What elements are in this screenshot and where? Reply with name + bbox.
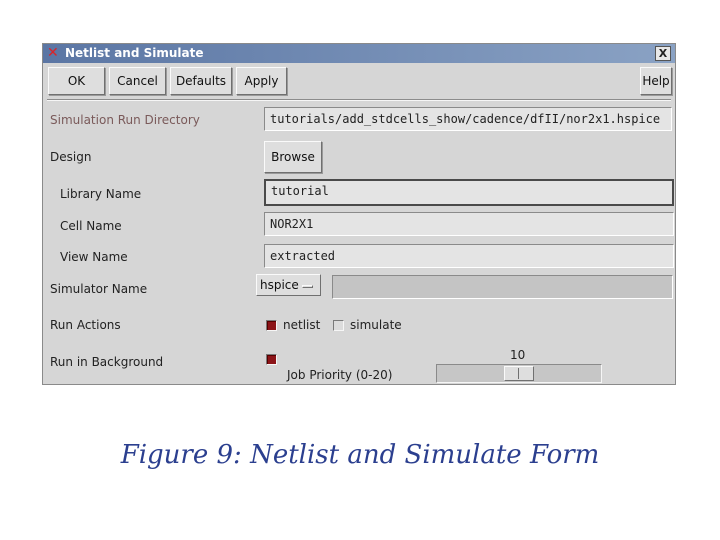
library-name-label: Library Name <box>60 187 142 201</box>
toolbar-separator <box>47 99 671 101</box>
job-priority-slider-handle[interactable] <box>504 366 534 381</box>
ok-button[interactable]: OK <box>48 67 105 95</box>
netlist-simulate-dialog <box>42 43 676 385</box>
netlist-checkbox[interactable] <box>266 320 277 331</box>
design-label: Design <box>50 150 92 164</box>
cycle-menu-icon <box>302 285 313 288</box>
close-icon[interactable]: X <box>655 46 671 61</box>
simulator-select-value: hspice <box>260 278 299 292</box>
view-name-label: View Name <box>60 250 128 264</box>
job-priority-label: Job Priority (0-20) <box>287 368 393 382</box>
simulator-extra-field <box>332 275 673 299</box>
simulate-checkbox[interactable] <box>333 320 344 331</box>
cell-name-field[interactable]: NOR2X1 <box>264 212 674 236</box>
defaults-button[interactable]: Defaults <box>170 67 232 95</box>
simulator-name-label: Simulator Name <box>50 282 148 296</box>
x-logo-icon: ✕ <box>47 45 59 61</box>
title-bar[interactable] <box>43 44 675 63</box>
run-actions-label: Run Actions <box>50 318 121 332</box>
simulator-select[interactable] <box>256 274 321 296</box>
library-name-field[interactable]: tutorial <box>264 179 674 206</box>
job-priority-slider[interactable] <box>436 364 602 383</box>
view-name-field[interactable]: extracted <box>264 244 674 268</box>
apply-button[interactable]: Apply <box>236 67 287 95</box>
figure-caption: Figure 9: Netlist and Simulate Form <box>120 440 600 470</box>
simulate-label: simulate <box>350 318 402 332</box>
netlist-label: netlist <box>283 318 321 332</box>
sim-run-dir-field[interactable]: tutorials/add_stdcells_show/cadence/dfII/nor2x1.hspice <box>264 107 672 131</box>
cell-name-label: Cell Name <box>60 219 122 233</box>
run-background-label: Run in Background <box>50 355 164 369</box>
cancel-button[interactable]: Cancel <box>109 67 166 95</box>
sim-run-dir-label: Simulation Run Directory <box>50 113 200 127</box>
run-background-checkbox[interactable] <box>266 354 277 365</box>
help-button[interactable]: Help <box>640 67 672 95</box>
window-title: Netlist and Simulate <box>65 46 204 60</box>
job-priority-value: 10 <box>510 348 526 362</box>
browse-button[interactable]: Browse <box>264 141 322 173</box>
